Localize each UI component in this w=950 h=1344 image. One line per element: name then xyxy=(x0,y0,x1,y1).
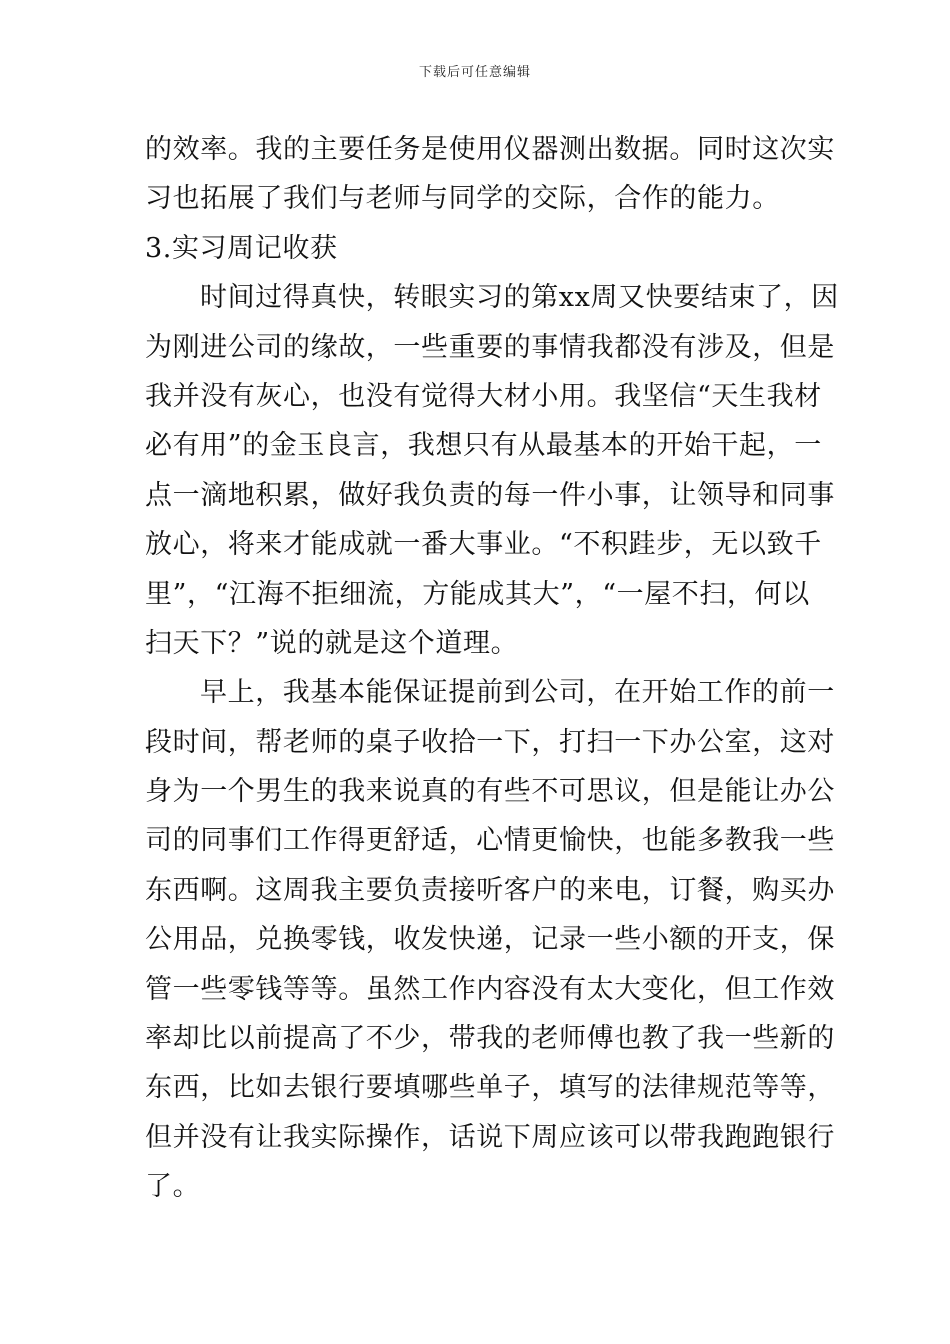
text-line: 的效率。我的主要任务是使用仪器测出数据。同时这次实 xyxy=(145,134,835,165)
page-header-note: 下载后可任意编辑 xyxy=(418,65,531,80)
text-line: 段时间，帮老师的桌子收拾一下，打扫一下办公室，这对 xyxy=(145,726,835,758)
text-line: 必有用”的金玉良言，我想只有从最基本的开始干起，一 xyxy=(145,430,822,462)
text-line: 我并没有灰心，也没有觉得大材小用。我坚信“天生我材 xyxy=(145,380,822,412)
document-body xyxy=(145,125,839,1212)
text-line: 点一滴地积累，做好我负责的每一件小事，让领导和同事 xyxy=(145,479,835,511)
text-line: 但并没有让我实际操作，话说下周应该可以带我跑跑银行 xyxy=(145,1121,835,1153)
text-line: 东西啊。这周我主要负责接听客户的来电，订餐，购买办 xyxy=(145,874,835,906)
section-heading: 3.实习周记收获 xyxy=(145,232,338,264)
text-line: 东西，比如去银行要填哪些单子，填写的法律规范等等， xyxy=(145,1072,835,1104)
text-line: 管一些零钱等等。虽然工作内容没有太大变化，但工作效 xyxy=(145,973,835,1005)
text-line: 习也拓展了我们与老师与同学的交际，合作的能力。 xyxy=(145,183,780,215)
text-line: 公用品，兑换零钱，收发快递，记录一些小额的开支，保 xyxy=(145,924,835,956)
text-line: 身为一个男生的我来说真的有些不可思议，但是能让办公 xyxy=(145,776,835,808)
paragraph-start-line: 时间过得真快，转眼实习的第xx周又快要结束了，因 xyxy=(200,282,839,314)
text-line: 了。 xyxy=(145,1171,201,1203)
text-line: 扫天下？”说的就是这个道理。 xyxy=(145,627,519,659)
text-line: 放心，将来才能成就一番大事业。“不积跬步，无以致千 xyxy=(145,529,822,561)
text-line: 司的同事们工作得更舒适，心情更愉快，也能多教我一些 xyxy=(145,825,835,857)
text-line: 率却比以前提高了不少，带我的老师傅也教了我一些新的 xyxy=(145,1023,835,1055)
text-line: 里”，“江海不拒细流，方能成其大”，“一屋不扫，何以 xyxy=(145,578,810,610)
text-line: 为刚进公司的缘故，一些重要的事情我都没有涉及，但是 xyxy=(145,331,835,363)
paragraph-start-line: 早上，我基本能保证提前到公司，在开始工作的前一 xyxy=(200,677,835,709)
